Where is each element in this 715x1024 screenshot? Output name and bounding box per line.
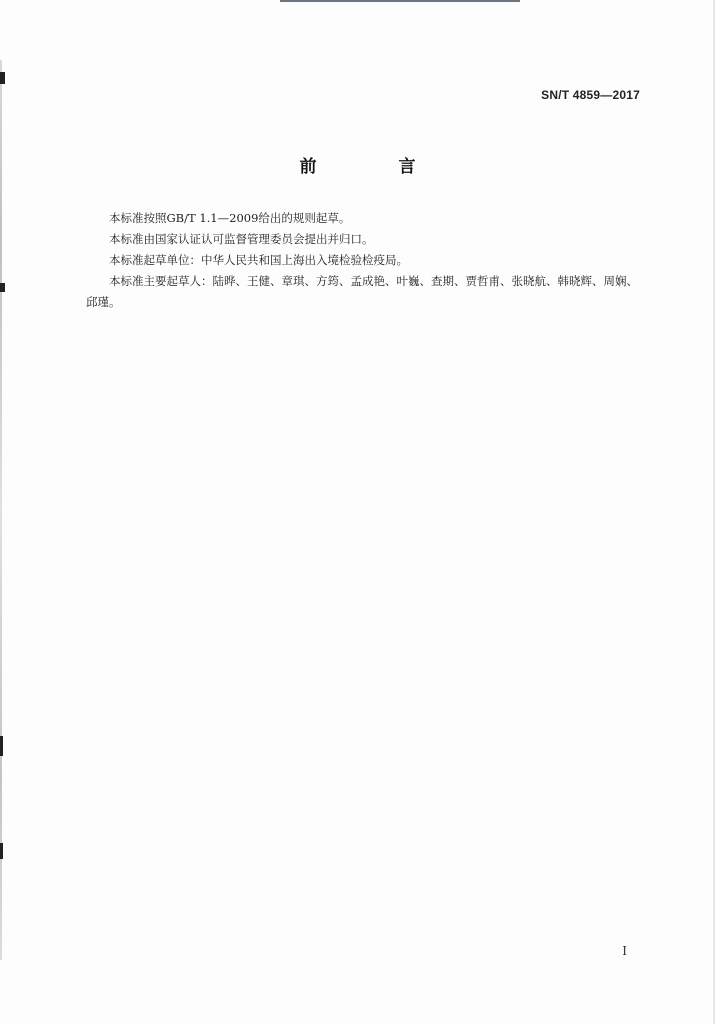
paragraph-proposer: 本标准由国家认证认可监督管理委员会提出并归口。: [109, 232, 374, 246]
scan-edge-left: [0, 60, 2, 960]
page-number: I: [622, 944, 627, 958]
document-number: SN/T 4859—2017: [541, 88, 640, 102]
paragraph-drafters: 本标准主要起草人：陆晔、王健、章琪、方筠、孟成艳、叶巍、查期、贾哲甫、张晓航、韩晓辉、周娴、邱瑾。: [86, 274, 638, 309]
scan-mark: [0, 736, 3, 756]
scan-mark: [0, 283, 5, 292]
scan-mark: [0, 843, 3, 859]
foreword-body: [86, 208, 646, 313]
page-title: 前 言: [299, 157, 454, 177]
paragraph-drafting-rules: 本标准按照GB/T 1.1—2009给出的规则起草。: [109, 211, 351, 225]
paragraph-drafting-unit: 本标准起草单位：中华人民共和国上海出入境检验检疫局。: [109, 253, 408, 267]
scan-mark: [0, 72, 5, 84]
scan-edge-top: [280, 0, 520, 2]
